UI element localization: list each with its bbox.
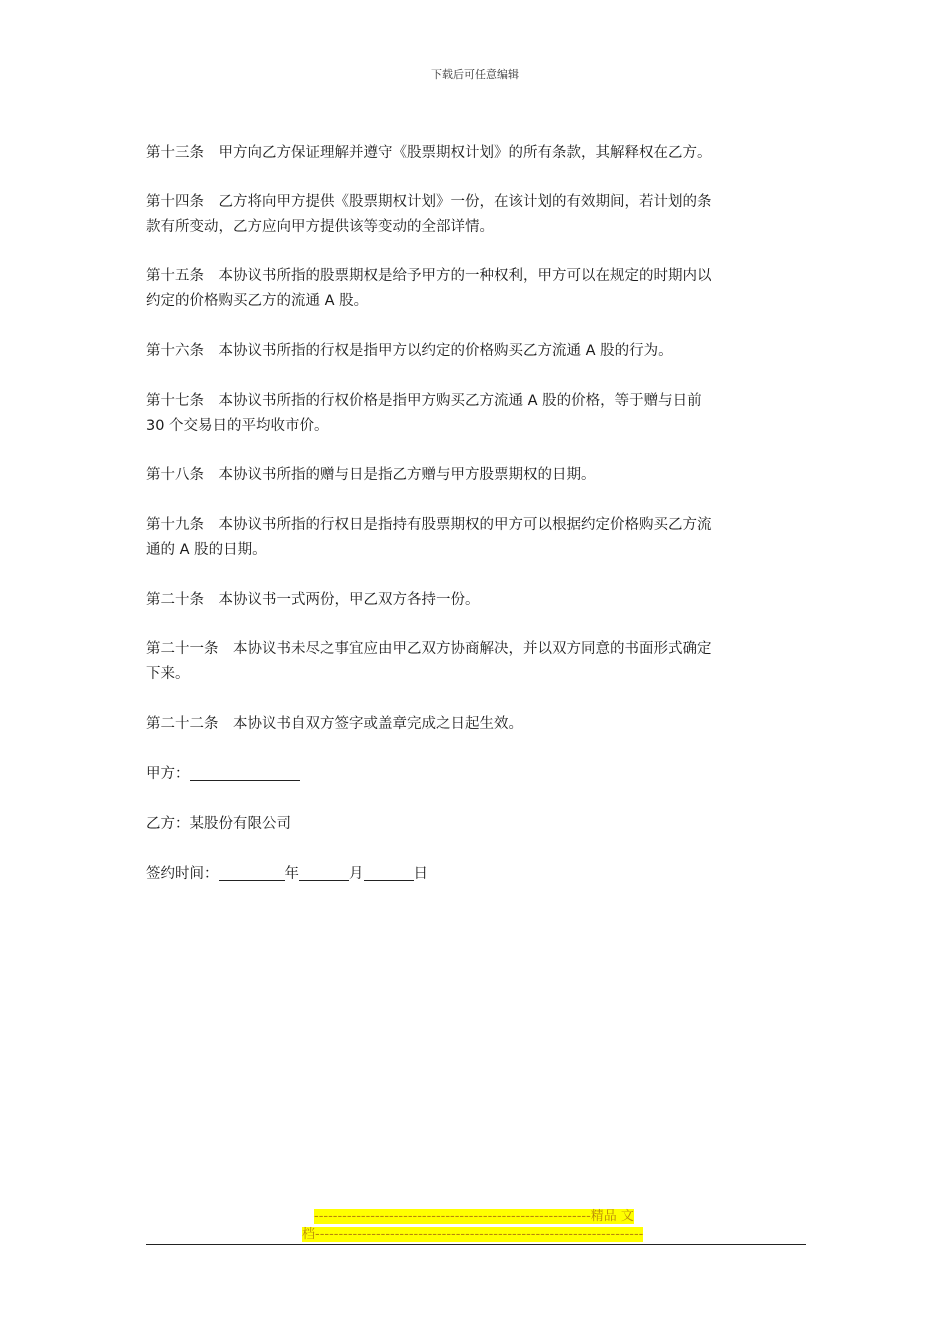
article-21-line1: 第二十一条 本协议书未尽之事宜应由甲乙双方协商解决，并以双方同意的书面形式确定: [146, 641, 712, 657]
article-21: [146, 637, 806, 687]
day-label: 日: [413, 866, 428, 882]
article-20: [146, 588, 806, 613]
article-15: [146, 264, 806, 314]
party-a-blank[interactable]: [190, 762, 300, 781]
article-19-line1: 第十九条 本协议书所指的行权日是指持有股票期权的甲方可以根据约定价格购买乙方流: [146, 517, 712, 533]
article-16-text: 第十六条 本协议书所指的行权是指甲方以约定的价格购买乙方流通 A 股的行为。: [146, 343, 673, 359]
article-19-line2: 通的 A 股的日期。: [146, 542, 267, 558]
footer-rule: [146, 1244, 806, 1245]
footer-line2: 档----------------------------------------------------------------------: [302, 1227, 644, 1242]
party-b-line: [146, 812, 291, 837]
article-22-text: 第二十二条 本协议书自双方签字或盖章完成之日起生效。: [146, 716, 523, 732]
article-16: [146, 339, 806, 364]
article-13: [146, 141, 806, 166]
article-22: [146, 712, 806, 737]
article-21-line2: 下来。: [146, 666, 190, 682]
article-14-line1: 第十四条 乙方将向甲方提供《股票期权计划》一份，在该计划的有效期间，若计划的条: [146, 194, 712, 210]
article-18: [146, 463, 806, 488]
article-18-text: 第十八条 本协议书所指的赠与日是指乙方赠与甲方股票期权的日期。: [146, 467, 596, 483]
page-header: 下载后可任意编辑: [431, 68, 519, 81]
article-19: [146, 513, 806, 563]
article-14: [146, 190, 806, 240]
sign-date-label: 签约时间：: [146, 866, 219, 882]
year-blank[interactable]: [219, 862, 285, 881]
party-b-value: 某股份有限公司: [189, 816, 291, 832]
article-17: [146, 389, 806, 439]
article-14-line2: 款有所变动，乙方应向甲方提供该等变动的全部详情。: [146, 219, 494, 235]
month-label: 月: [349, 866, 364, 882]
party-b-label: 乙方：: [146, 816, 190, 832]
year-label: 年: [284, 866, 299, 882]
article-15-line1: 第十五条 本协议书所指的股票期权是给予甲方的一种权利，甲方可以在规定的时期内以: [146, 268, 712, 284]
month-blank[interactable]: [299, 862, 349, 881]
day-blank[interactable]: [364, 862, 414, 881]
footer-line1: -----------------------------------------------------------精品 文: [314, 1209, 634, 1224]
article-17-line1: 第十七条 本协议书所指的行权价格是指甲方购买乙方流通 A 股的价格，等于赠与日前: [146, 393, 702, 409]
article-13-text: 第十三条 甲方向乙方保证理解并遵守《股票期权计划》的所有条款，其解释权在乙方。: [146, 145, 712, 161]
sign-date-line: [146, 862, 428, 887]
footer-note: [302, 1208, 648, 1244]
party-a-label: 甲方：: [146, 766, 190, 782]
party-a-line: [146, 762, 300, 787]
article-20-text: 第二十条 本协议书一式两份，甲乙双方各持一份。: [146, 592, 480, 608]
article-17-line2: 30 个交易日的平均收市价。: [146, 418, 329, 434]
article-15-line2: 约定的价格购买乙方的流通 A 股。: [146, 293, 369, 309]
